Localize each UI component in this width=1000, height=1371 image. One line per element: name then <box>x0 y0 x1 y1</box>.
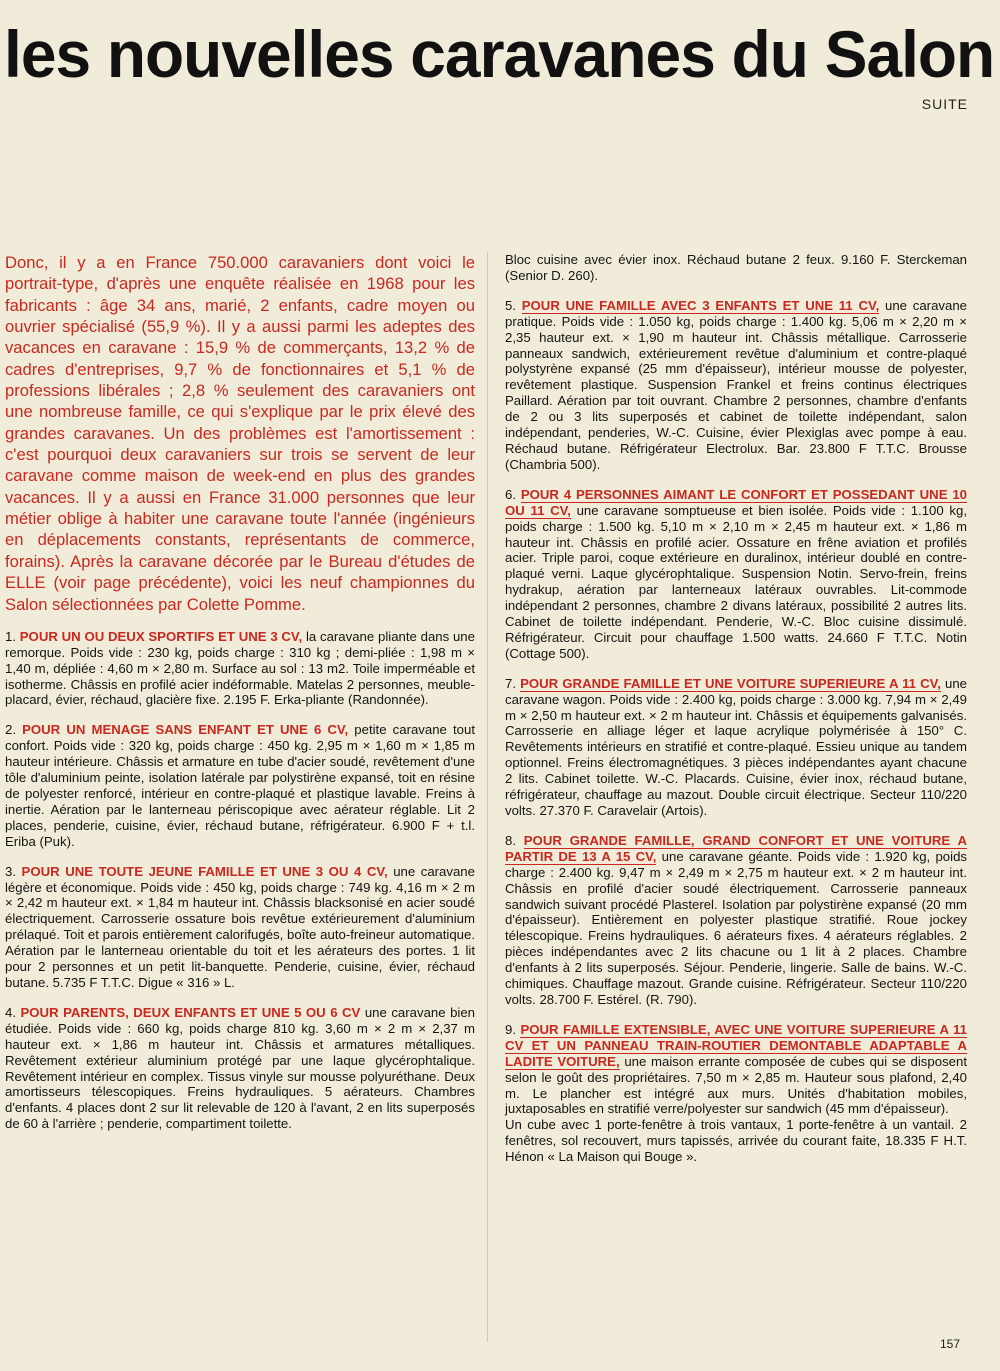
entry-heading: POUR UNE FAMILLE AVEC 3 ENFANTS ET UNE 11 CV, <box>521 297 880 313</box>
entry-heading: POUR UN OU DEUX SPORTIFS ET UNE 3 CV, <box>19 628 303 644</box>
entry-heading: POUR UNE TOUTE JEUNE FAMILLE ET UNE 3 OU 4 CV, <box>21 863 388 879</box>
entry-number: 1. <box>5 628 16 644</box>
entry-body: une caravane pratique. Poids vide : 1.050 kg, poids charge : 1.400 kg. 5,06 m × 2,20 m × 2,35 hauteur ext. × 1,90 m hauteur int. Châssis métallique. Carrosserie panneaux sandwich, extérieurement revêtue d'aluminium et contre-plaqué polystyrène expansé (25 mm d'épaisseur), intérieur mousse de polyester, revêtement plastique. Suspension Frankel et freins continus électriques Paillard. Aération par toit ouvrant. Chambre 2 personnes, chambre d'enfants de 2 ou 3 lits superposés et cabinet de toilette indépendant, salon indépendant, penderies, W.-C. Cuisine, évier Plexiglas avec pompe à eau. Réchaud butane. Réfrigérateur Electrolux. Bar. 23.800 F T.T.C. Brousse (Chambria 500). <box>505 297 967 472</box>
entry-body: une caravane somptueuse et bien isolée. Poids vide : 1.100 kg, poids charge : 1.500 kg. 5,10 m × 2,10 m × 2,45 m hauteur ext. × 1,86 m hauteur int. Châssis en profilé acier. Ossature en frêne aviation et profilés acier. Triple paroi, coque extérieure en duralinox, intérieur doublé en contre-plaqué verni. Laque glycérophtalique. Suspension Notin. Servo-frein, freins hydrakup, aération par lanterneaux latéraux ouvrables. Lit-commode indépendant 2 personnes, chambre 2 divans latéraux, possibilité 2 autres lits. Cabinet de toilette indépendant. Penderie, W.-C. Bloc cuisine dissimulé. Réfrigérateur. Circuit pour chauffage 1.500 watts. 24.660 F T.T.C. Notin (Cottage 500). <box>505 502 967 661</box>
suite-label: SUITE <box>921 96 968 112</box>
entry-number: 3. <box>5 863 16 879</box>
entry-body: la caravane pliante dans une remorque. Poids vide : 230 kg, poids charge : 310 kg ; demi-pliée : 1,98 m × 1,40 m, dépliée : 4,60 m × 2,80 m. Surface au sol : 13 m2. Toile imperméable et isotherme. Châssis en profilé acier indéformable. Matelas 2 personnes, meuble-placard, évier, réchaud, glacière fixe. 2.195 F. Erka-pliante (Randonnée). <box>5 628 475 708</box>
entry-number: 9. <box>505 1021 516 1037</box>
caravan-entry-6 <box>505 487 967 662</box>
column-divider <box>487 252 488 1342</box>
caravan-entry-5 <box>505 298 967 473</box>
right-column <box>505 252 967 1179</box>
entry-body: petite caravane tout confort. Poids vide : 320 kg, poids charge : 450 kg. 2,95 m × 1,60 m × 1,85 m hauteur intérieure. Châssis et armature en tube d'acier soudé, revêtement d'une tôle d'aluminium peinte, isolation latérale par polystirène expansé, toit en résine de polyester renforcé, intérieur en contre-plaqué et plastique lavable. Freins à inertie. Aération par le lanterneau périscopique avec aérateur réglable. Lit 2 places, penderie, cuisine, évier, réchaud butane, réfrigérateur. 6.900 F + t.l. Eriba (Puk). <box>5 722 475 849</box>
caravan-entry-3 <box>5 864 475 991</box>
entry-4-continuation <box>505 252 967 284</box>
continuation-text: Bloc cuisine avec évier inox. Réchaud butane 2 feux. 9.160 F. Sterckeman (Senior D. 260). <box>505 252 967 283</box>
entry-body: une caravane wagon. Poids vide : 2.400 kg, poids charge : 3.000 kg. 7,94 m × 2,49 m × 2,50 m hauteur ext. × 2 m hauteur int. Châssis et équipements galvanisés. Carrosserie en alliage léger et laque acrylique polymérisée à 150° C. Revêtements intérieurs en stratifié et contre-plaqué. Essieu unique au tandem optionnel. Freins électromagnétiques. 3 pièces indépendantes ayant chacune 2 lits. Cabinet toilette. W.-C. Placards. Cuisine, évier inox, réchaud butane, réfrigérateur, chauffage au mazout. Double circuit électrique. Secteur 110/220 volts. 27.370 F. Caravelair (Artois). <box>505 675 967 818</box>
caravan-entry-7 <box>505 676 967 819</box>
entry-heading: POUR FAMILLE EXTENSIBLE, AVEC UNE VOITURE SUPERIEURE A 11 CV ET UN PANNEAU TRAIN-ROUTIER DEMONTABLE ADAPTABLE A LADITE VOITURE, <box>505 1021 967 1069</box>
entry-heading: POUR UN MENAGE SANS ENFANT ET UNE 6 CV, <box>22 722 349 738</box>
page-title: les nouvelles caravanes du Salon <box>4 17 995 91</box>
entry-heading: POUR GRANDE FAMILLE, GRAND CONFORT ET UNE VOITURE A PARTIR DE 13 A 15 CV, <box>505 832 967 864</box>
entry-number: 7. <box>505 675 516 691</box>
caravan-entry-8 <box>505 833 967 1008</box>
intro-paragraph: Donc, il y a en France 750.000 caravaniers dont voici le portrait-type, d'après une enquête réalisée en 1968 pour les fabricants : âge 34 ans, marié, 2 enfants, cadre moyen ou ouvrier spécialisé (55,9 %). Il y a aussi parmi les adeptes des vacances en caravane : 15,9 % de commerçants, 13,2 % de cadres d'entreprises, 9,7 % de fonctionnaires et 5,1 % de professions libérales ; 2,8 % seulement des caravaniers ont une nombreuse famille, ce qui s'explique par le prix élevé des grandes caravanes. Un des problèmes est l'amortissement : c'est pourquoi deux caravaniers sur trois se servent de leur caravane comme maison de week-end en plus des grandes vacances. Il y a aussi en France 31.000 personnes que leur métier oblige à habiter une caravane toute l'année (ingénieurs en déplacements constants, représentants de commerce, forains). Après la caravane décorée par le Bureau d'études de ELLE (voir page précédente), voici les neuf championnes du Salon sélectionnées par Colette Pomme. <box>5 253 475 614</box>
entry-body: une caravane bien étudiée. Poids vide : 660 kg, poids charge 810 kg. 3,60 m × 2 m × 2,37 m hauteur ext. × 1,86 m hauteur int. Châssis et armatures métalliques. Revêtement extérieur aluminium protégé par une laque glycérophtalique. Revêtement intérieur en complex. Tissus vinyle sur mousse polyuréthane. Deux amortisseurs télescopiques. Freins hydrauliques. 5 aérateurs. Chambres d'enfants. 4 places dont 2 sur lit relevable de 120 à l'avant, 2 en lits superposés de 60 à l'arrière ; penderie, compartiment toilette. <box>5 1004 476 1132</box>
entry-heading: POUR 4 PERSONNES AIMANT LE CONFORT ET POSSEDANT UNE 10 OU 11 CV, <box>505 486 968 518</box>
entry-number: 4. <box>5 1004 16 1020</box>
page-number: 157 <box>939 1337 960 1351</box>
entry-body: une caravane géante. Poids vide : 1.920 kg, poids charge : 2.400 kg. 9,47 m × 2,49 m × 2,75 m hauteur ext. × 2 m hauteur int. Châssis en profilé d'acier soudé électriquement. Carrosserie panneaux sandwich suivant procédé Plasterel. Isolation par polystirène expansé (20 mm d'épaisseur). Entièrement en polyester plastique stratifié. Roue jockey télescopique. Freins hydrauliques. 6 aérateurs fixes. 4 aérateurs réglables. 2 pièces indépendantes avec 2 lits chacune ou 1 lit à 2 places. Chambre d'enfants à 2 lits superposés. Séjour. Penderie, lingerie. Salle de bains. W.-C. chimiques. Chauffage mazout. Grande cuisine. Réfrigérateur. Secteur 110/220 volts. 28.700 F. Estérel. (R. 790). <box>505 848 967 1007</box>
left-column <box>5 252 475 1146</box>
entry-body-continued: Un cube avec 1 porte-fenêtre à trois vantaux, 1 porte-fenêtre à un vantail. 2 fenêtres, sol recouvert, murs tapissés, arrivée du courant faite, 18.335 F H.T. Hénon « La Maison qui Bouge ». <box>505 1117 967 1165</box>
entry-number: 5. <box>505 297 516 313</box>
caravan-entry-4 <box>5 1005 475 1132</box>
bleed-through-text <box>30 70 950 250</box>
caravan-entry-1 <box>5 629 475 709</box>
entry-number: 6. <box>505 486 516 502</box>
entry-heading: POUR PARENTS, DEUX ENFANTS ET UNE 5 OU 6 CV <box>20 1004 361 1020</box>
entry-heading: POUR GRANDE FAMILLE ET UNE VOITURE SUPERIEURE A 11 CV, <box>520 675 941 691</box>
entry-number: 8. <box>505 832 516 848</box>
caravan-entry-9 <box>505 1022 967 1165</box>
entry-body: une caravane légère et économique. Poids vide : 450 kg, poids charge : 749 kg. 4,16 m × 2 m × 2,42 m hauteur ext. × 1,84 m hauteur int. Châssis blacksonisé en acier soudé électriquement. Carrosserie ossature bois revêtue extérieurement d'aluminium prélaqué. Toit et parois entièrement calorifugés, boîte auto-freineur automatique. Aération par le lanterneau orientable du toit et les aérateurs des portes. 1 lit pour 2 personnes et un petit lit-banquette. Penderie, cuisine, évier, réchaud butane. 5.735 F T.T.C. Digue « 316 » L. <box>5 863 475 990</box>
entry-number: 2. <box>5 722 16 738</box>
entry-body: une maison errante composée de cubes qui se disposent selon le goût des propriétaires. 7,50 m × 2,85 m. Hauteur sous plafond, 2,40 m. Le plancher est intégré aux murs. Unités d'habitation mobiles, juxtaposables en stratifié verre/polyester sur sandwich (45 mm d'épaisseur). <box>505 1053 967 1117</box>
caravan-entry-2 <box>5 722 475 849</box>
